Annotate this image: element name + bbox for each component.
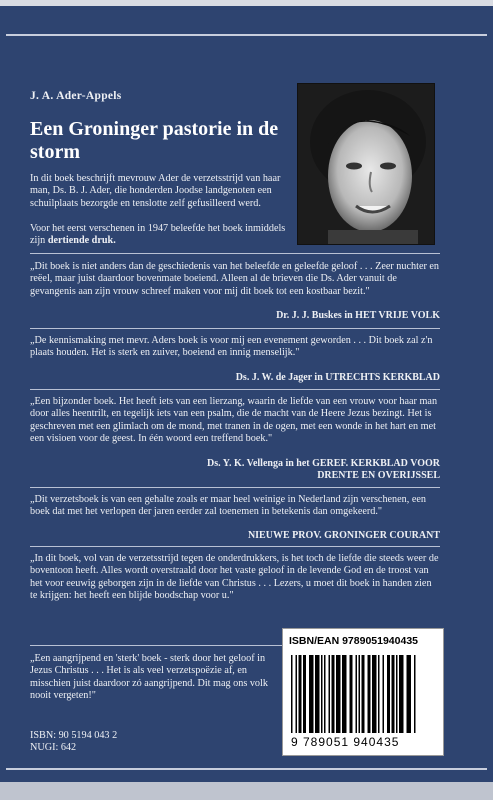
barcode-bar <box>324 655 326 733</box>
bottom-rule <box>6 768 487 770</box>
bottom-edge <box>0 782 493 800</box>
barcode-bar <box>383 655 385 733</box>
separator <box>30 389 440 390</box>
intro-paragraph: In dit boek beschrijft mevrouw Ader de verzetsstrijd van haar man, Ds. B. J. Ader, die honderden Joodse landgenoten een schuilplaats bezorgde en tenslotte zelf gefusilleerd werd. <box>30 173 281 209</box>
top-edge <box>0 0 493 6</box>
barcode-bar <box>359 655 361 733</box>
edition-text: Voor het eerst verschenen in 1947 beleefde het boek inmiddels zijn <box>30 223 286 247</box>
review-source: Dr. J. J. Buskes in HET VRIJE VOLK <box>276 310 440 321</box>
barcode-label: ISBN/EAN 9789051940435 <box>289 635 419 647</box>
top-rule <box>6 34 487 36</box>
review-quote: „Dit boek is niet anders dan de geschiedenis van het beleefde en geleefde geloof . . . Zeer nuchter en reëel, maar juist daardoor bovenmate boeiend. Alleen al de brieven die Ds. Ader vanuit de gevangenis aan zijn vrouw schreef maken voor mij dit boek tot een kostbaar bezit." <box>30 261 440 297</box>
barcode-bar <box>342 655 347 733</box>
isbn-block <box>30 730 117 755</box>
barcode-bar <box>309 655 314 733</box>
barcode-bar <box>315 655 320 733</box>
book-title: Een Groninger pastorie in de storm <box>30 118 279 163</box>
nugi-code: NUGI: 642 <box>30 742 77 754</box>
barcode-bar <box>332 655 335 733</box>
barcode-icon <box>291 655 435 733</box>
barcode-bar <box>356 655 358 733</box>
author-name: J. A. Ader-Appels <box>30 90 122 102</box>
separator <box>30 487 440 488</box>
barcode-bar <box>392 655 395 733</box>
review-quote: „In dit boek, vol van de verzetsstrijd tegen de onderdrukkers, is het toch de liefde die steeds weer de boventoon heeft. Alles wordt overstraald door het vaste geloof in de levende God en de troost van het voor eeuwig geborgen zijn in de liefde van Christus . . . Lezers, u moet dit boek in handen zien te krijgen: het heeft een blijde boodschap voor u." <box>30 553 439 602</box>
barcode-bar <box>372 655 377 733</box>
separator <box>30 328 440 329</box>
isbn-number: ISBN: 90 5194 043 2 <box>30 730 118 741</box>
edition-highlight: dertiende druk. <box>47 235 116 247</box>
barcode-bar <box>299 655 302 733</box>
barcode-digits: 9 789051 940435 <box>291 735 400 749</box>
barcode-bar <box>399 655 404 733</box>
barcode-bar <box>414 655 416 733</box>
author-photo <box>297 83 435 245</box>
barcode-sticker <box>282 628 444 756</box>
review-source: Ds. Y. K. Vellenga in het GEREF. KERKBLAD VOOR DRENTE EN OVERIJSSEL <box>207 458 440 481</box>
barcode-bar <box>378 655 380 733</box>
barcode-bar <box>362 655 365 733</box>
barcode-bar <box>303 655 306 733</box>
barcode-bar <box>336 655 341 733</box>
barcode-bar <box>291 655 293 733</box>
barcode-bar <box>350 655 353 733</box>
barcode-bar <box>387 655 390 733</box>
barcode-bar <box>329 655 331 733</box>
edition-paragraph <box>30 223 288 248</box>
barcode-bar <box>321 655 323 733</box>
portrait-image <box>298 84 434 244</box>
barcode-bar <box>407 655 412 733</box>
review-source: NIEUWE PROV. GRONINGER COURANT <box>247 530 440 541</box>
review-quote: „Een aangrijpend en 'sterk' boek - sterk door het geloof in Jezus Christus . . . Het is als veel verzetspoëzie af, en misschien juist daardoor zó aangrijpend. Dit mag ons volk nooit vergeten!" <box>30 653 268 702</box>
barcode-bar <box>368 655 371 733</box>
barcode-bar <box>396 655 398 733</box>
separator <box>30 546 440 547</box>
review-quote: „De kennismaking met mevr. Aders boek is voor mij een evenement geworden . . . Dit boek zal z'n plaats houden. Het is sterk en zuiver, boeiend en innig menselijk." <box>30 335 433 359</box>
separator <box>30 253 440 254</box>
review-quote: „Een bijzonder boek. Het heeft iets van een lierzang, waarin de liefde van een vrouw voor haar man door alles heentrilt, en tegelijk iets van een psalm, die de macht van de Heere Jezus bezingt. Het is geschreven met een glimlach om de mond, met tranen in de ogen, met een wonde in het hart en met een visioen voor de geest. In één woord een treffend boek." <box>30 396 438 445</box>
barcode-bar <box>296 655 298 733</box>
review-source: Ds. J. W. de Jager in UTRECHTS KERKBLAD <box>235 372 440 383</box>
review-quote: „Dit verzetsboek is van een gehalte zoals er maar heel weinige in Nederland zijn verschenen, een boek dat met het verlopen der jaren eerder zal toenemen in betekenis dan omgekeerd." <box>30 494 426 518</box>
